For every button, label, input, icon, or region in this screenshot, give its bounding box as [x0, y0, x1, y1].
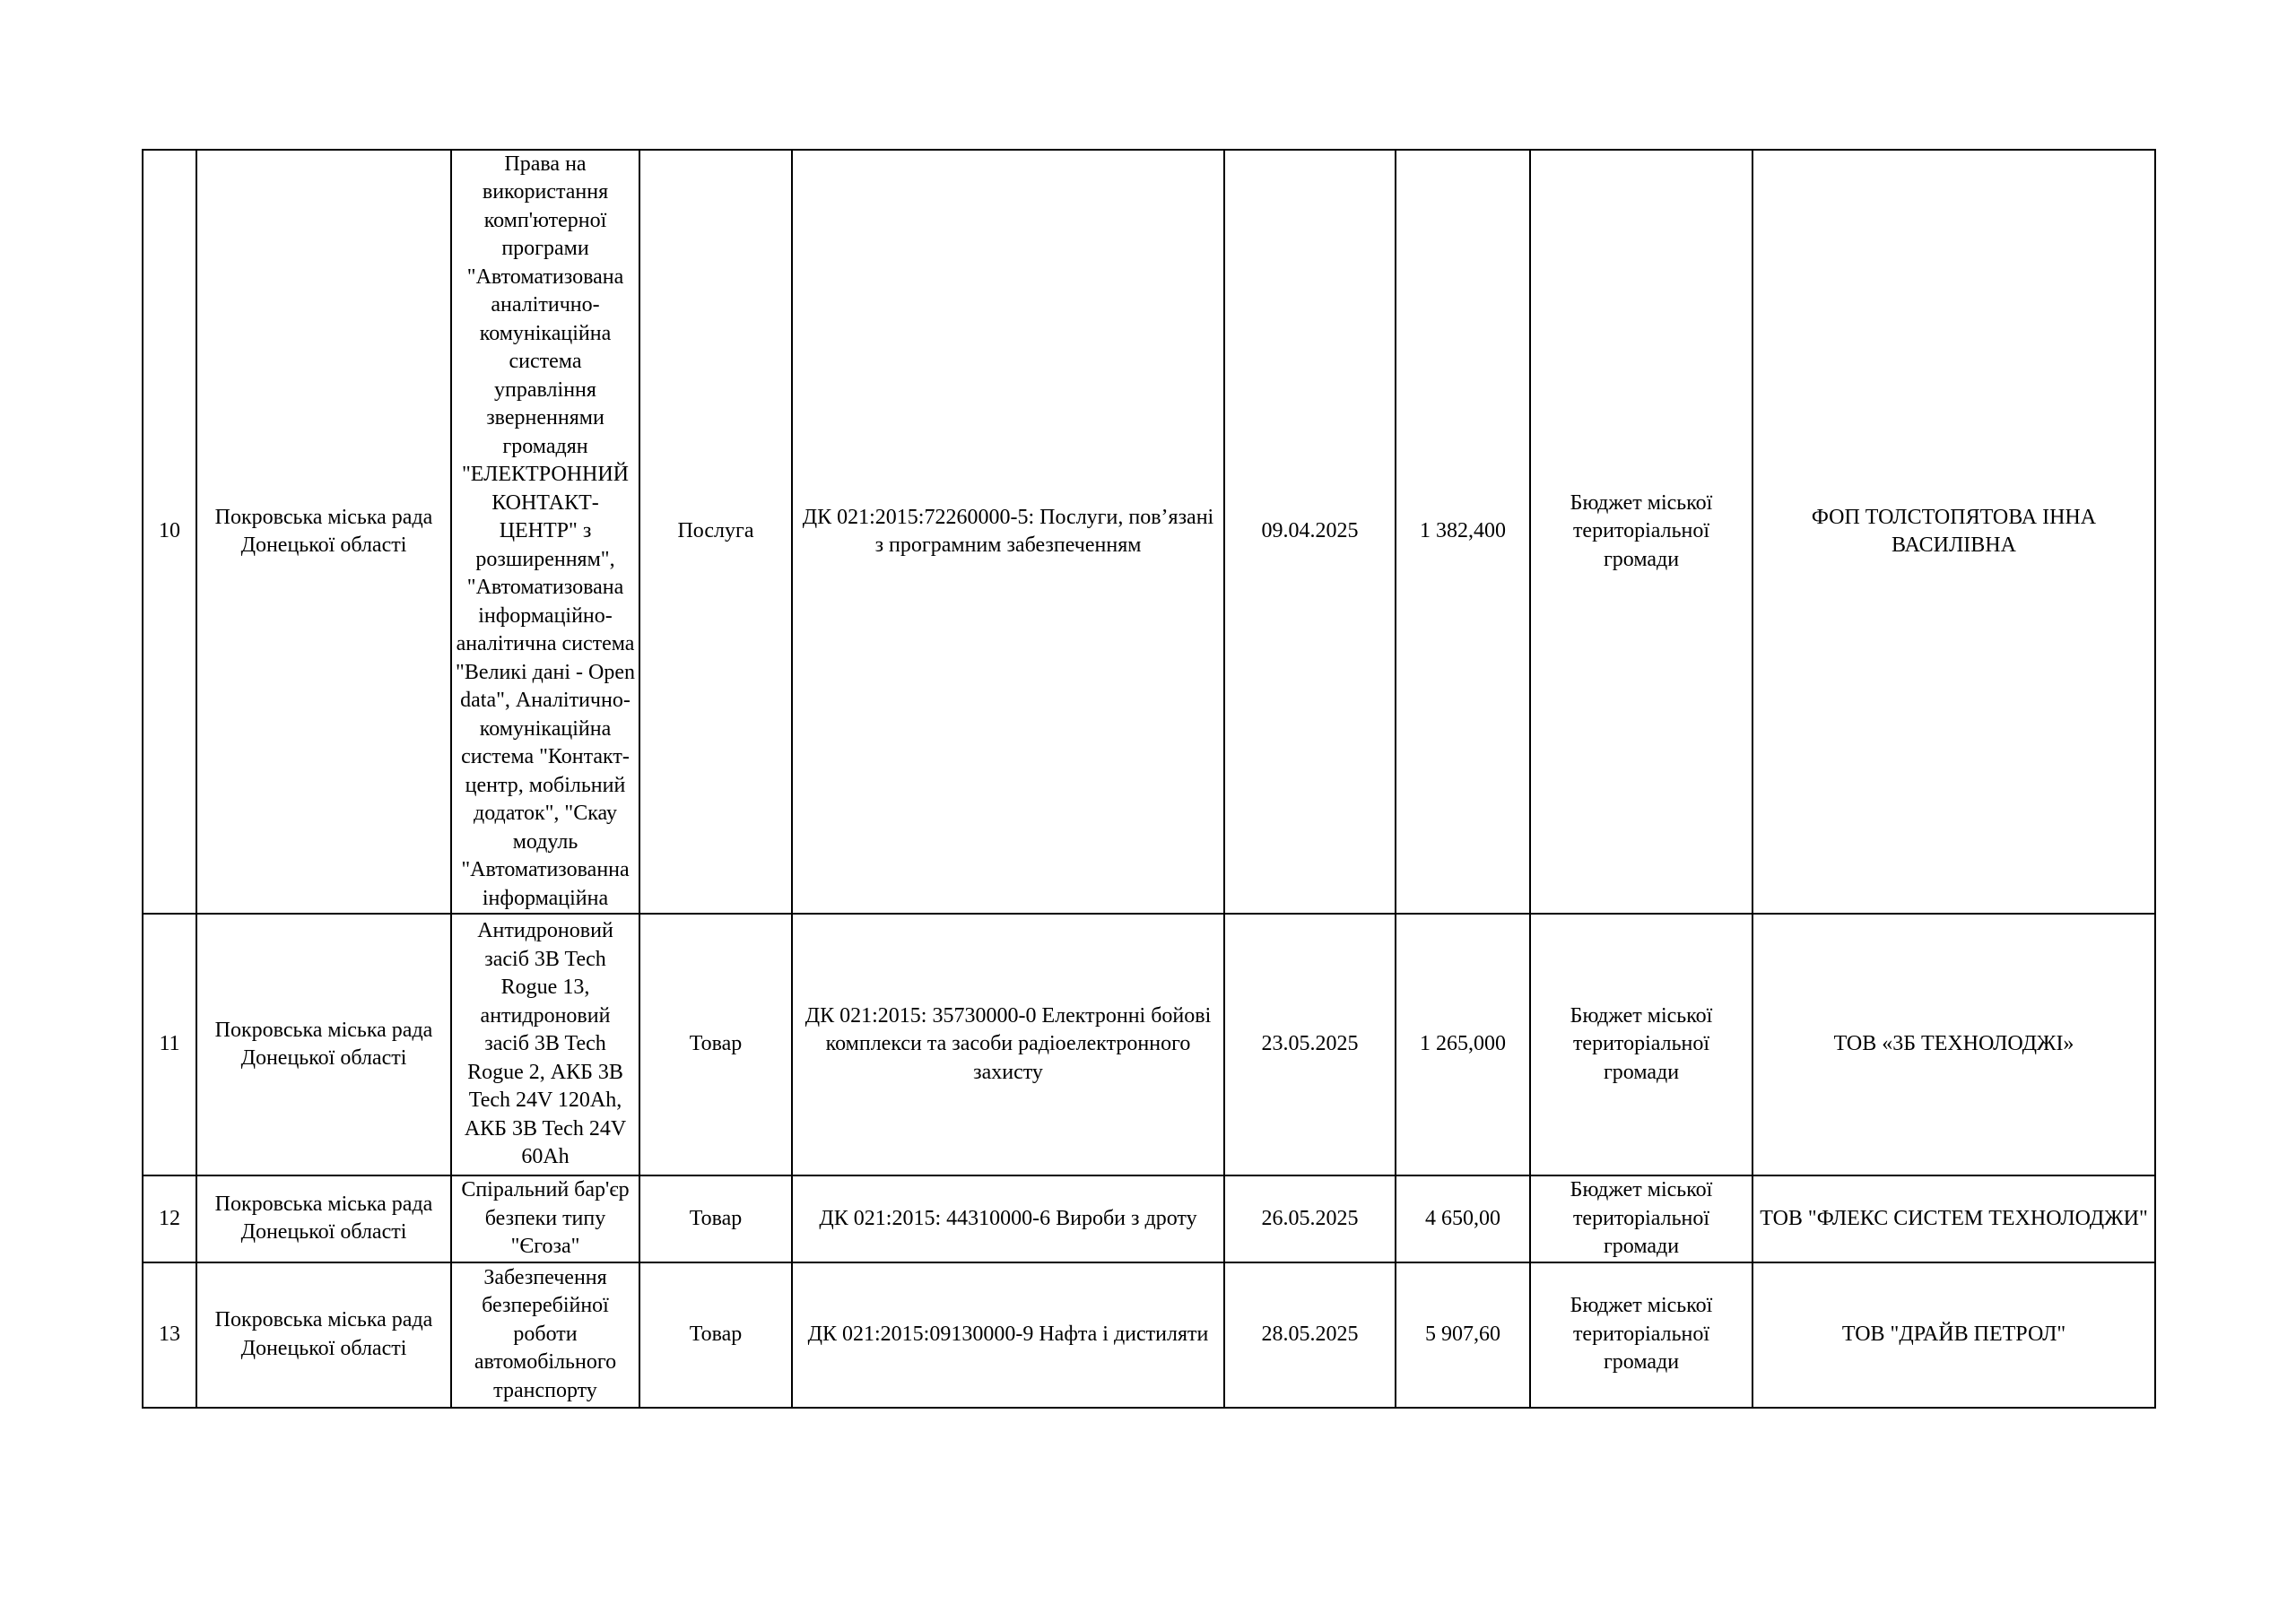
row-number: 10 [143, 150, 196, 914]
supplier-cell: ФОП ТОЛСТОПЯТОВА ІННА ВАСИЛІВНА [1752, 150, 2155, 914]
date-cell: 26.05.2025 [1224, 1175, 1396, 1262]
date-cell: 28.05.2025 [1224, 1262, 1396, 1408]
table-row [143, 1262, 2155, 1408]
customer-cell: Покровська міська рада Донецької області [196, 1175, 451, 1262]
table-row [143, 1175, 2155, 1262]
procurement-table [142, 149, 2156, 1409]
amount-cell: 1 265,000 [1396, 914, 1530, 1175]
table-row [143, 150, 2155, 914]
supplier-cell: ТОВ «3Б ТЕХНОЛОДЖІ» [1752, 914, 2155, 1175]
customer-cell: Покровська міська рада Донецької області [196, 914, 451, 1175]
table-row [143, 914, 2155, 1175]
funding-source-cell: Бюджет міської територіальної громади [1530, 914, 1752, 1175]
customer-cell: Покровська міська рада Донецької області [196, 1262, 451, 1408]
type-cell: Товар [639, 914, 792, 1175]
type-cell: Послуга [639, 150, 792, 914]
funding-source-cell: Бюджет міської територіальної громади [1530, 1175, 1752, 1262]
row-number: 13 [143, 1262, 196, 1408]
row-number: 11 [143, 914, 196, 1175]
amount-cell: 1 382,400 [1396, 150, 1530, 914]
subject-text: Права на використання комп'ютерної програми "Автоматизована аналітично-комунікаційна система управління зверненнями громадян "ЕЛЕКТРОННИЙ КОНТАКТ-ЦЕНТР" з розширенням", "Автоматизована інформаційно-аналітична система "Великі дані - Open data", Аналітично-комунікаційна система "Контакт-центр, мобільний додаток", "Скау модуль "Автоматизованна інформаційна [456, 152, 635, 910]
subject-cell: Спіральний бар'єр безпеки типу "Єгоза" [451, 1175, 639, 1262]
subject-cell [451, 150, 639, 914]
customer-cell: Покровська міська рада Донецької області [196, 150, 451, 914]
code-cell: ДК 021:2015:09130000-9 Нафта і дистиляти [792, 1262, 1224, 1408]
subject-cell: Антидроновий засіб 3B Tech Rogue 13, антидроновий засіб 3B Tech Rogue 2, АКБ 3B Tech 24V 120Ah, АКБ 3B Tech 24V 60Ah [451, 914, 639, 1175]
code-cell: ДК 021:2015:72260000-5: Послуги, пов’язані з програмним забезпеченням [792, 150, 1224, 914]
code-cell: ДК 021:2015: 44310000-6 Вироби з дроту [792, 1175, 1224, 1262]
type-cell: Товар [639, 1175, 792, 1262]
supplier-cell: ТОВ "ДРАЙВ ПЕТРОЛ" [1752, 1262, 2155, 1408]
amount-cell: 4 650,00 [1396, 1175, 1530, 1262]
code-cell: ДК 021:2015: 35730000-0 Електронні бойові комплекси та засоби радіоелектронного захисту [792, 914, 1224, 1175]
date-cell: 23.05.2025 [1224, 914, 1396, 1175]
row-number: 12 [143, 1175, 196, 1262]
supplier-cell: ТОВ "ФЛЕКС СИСТЕМ ТЕХНОЛОДЖИ" [1752, 1175, 2155, 1262]
type-cell: Товар [639, 1262, 792, 1408]
funding-source-cell: Бюджет міської територіальної громади [1530, 1262, 1752, 1408]
subject-cell: Забезпечення безперебійної роботи автомобільного транспорту [451, 1262, 639, 1408]
funding-source-cell: Бюджет міської територіальної громади [1530, 150, 1752, 914]
date-cell: 09.04.2025 [1224, 150, 1396, 914]
amount-cell: 5 907,60 [1396, 1262, 1530, 1408]
